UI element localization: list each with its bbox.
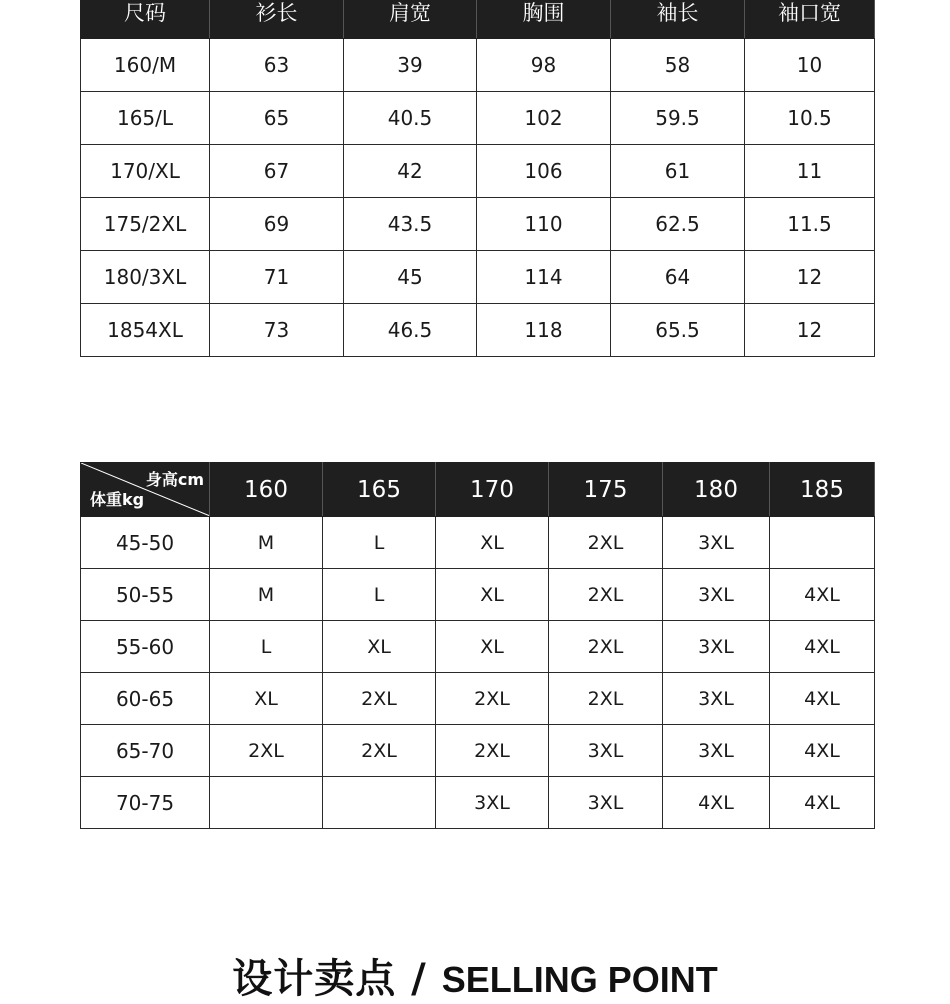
table-cell: 102 [477, 92, 611, 145]
size-cell: 4XL [770, 673, 875, 725]
size-cell [770, 517, 875, 569]
header-height: 170 [436, 463, 549, 517]
weight-cell: 60-65 [81, 673, 210, 725]
table-cell: 11.5 [745, 198, 875, 251]
size-cell: XL [436, 621, 549, 673]
size-cell [323, 777, 436, 829]
table-cell: 65 [210, 92, 344, 145]
table-row [81, 251, 875, 304]
section-title-zh: 设计卖点 [232, 956, 397, 1002]
table-row [81, 673, 875, 725]
header-height: 185 [770, 463, 875, 517]
table-cell: 67 [210, 145, 344, 198]
table-cell: 160/M [81, 39, 210, 92]
size-recommendation-table [80, 462, 875, 829]
table-cell: 12 [745, 251, 875, 304]
size-cell: 2XL [323, 673, 436, 725]
size-cell: 4XL [770, 725, 875, 777]
table-row [81, 777, 875, 829]
size-cell [210, 777, 323, 829]
table-cell: 73 [210, 304, 344, 357]
size-cell: M [210, 569, 323, 621]
table-cell: 11 [745, 145, 875, 198]
table-row [81, 198, 875, 251]
table-cell: 69 [210, 198, 344, 251]
table-cell: 42 [344, 145, 477, 198]
table-cell: 63 [210, 39, 344, 92]
table-cell: 175/2XL [81, 198, 210, 251]
size-cell: 3XL [549, 777, 663, 829]
table-cell: 61 [611, 145, 745, 198]
table-row [81, 92, 875, 145]
header-height: 160 [210, 463, 323, 517]
size-cell: 2XL [210, 725, 323, 777]
table-cell: 40.5 [344, 92, 477, 145]
size-cell: 2XL [436, 725, 549, 777]
header-chest: 胸围 [477, 0, 611, 39]
size-cell: M [210, 517, 323, 569]
size-cell: 3XL [663, 673, 770, 725]
size-cell: L [323, 517, 436, 569]
header-height: 175 [549, 463, 663, 517]
size-table-body [81, 517, 875, 829]
table-cell: 170/XL [81, 145, 210, 198]
table-cell: 65.5 [611, 304, 745, 357]
header-row [81, 463, 875, 517]
header-row [81, 0, 875, 39]
table-cell: 1854XL [81, 304, 210, 357]
table-row [81, 621, 875, 673]
measurement-table-body [81, 39, 875, 357]
weight-cell: 65-70 [81, 725, 210, 777]
size-cell: L [210, 621, 323, 673]
size-cell: 3XL [549, 725, 663, 777]
size-cell: 4XL [770, 569, 875, 621]
size-cell: XL [436, 569, 549, 621]
header-cuff: 袖口宽 [745, 0, 875, 39]
section-title-en: SELLING POINT [441, 959, 718, 1000]
corner-height-label: 身高cm [145, 470, 204, 489]
size-cell: 2XL [549, 673, 663, 725]
size-cell: 2XL [549, 569, 663, 621]
table-cell: 110 [477, 198, 611, 251]
size-cell: 3XL [663, 725, 770, 777]
measurement-table [80, 0, 875, 357]
header-shoulder: 肩宽 [344, 0, 477, 39]
table-cell: 64 [611, 251, 745, 304]
table-cell: 45 [344, 251, 477, 304]
table-row [81, 569, 875, 621]
table-row [81, 145, 875, 198]
table-cell: 12 [745, 304, 875, 357]
size-cell: 3XL [663, 569, 770, 621]
weight-cell: 70-75 [81, 777, 210, 829]
table-cell: 165/L [81, 92, 210, 145]
size-cell: XL [436, 517, 549, 569]
size-cell: 2XL [436, 673, 549, 725]
size-cell: 2XL [549, 517, 663, 569]
weight-cell: 55-60 [81, 621, 210, 673]
table-row [81, 725, 875, 777]
size-cell: 4XL [770, 777, 875, 829]
table-row [81, 517, 875, 569]
table-cell: 58 [611, 39, 745, 92]
weight-cell: 50-55 [81, 569, 210, 621]
table-row [81, 304, 875, 357]
table-cell: 71 [210, 251, 344, 304]
table-cell: 59.5 [611, 92, 745, 145]
size-cell: 4XL [663, 777, 770, 829]
corner-header-cell [81, 463, 210, 517]
header-height: 165 [323, 463, 436, 517]
size-cell: L [323, 569, 436, 621]
table-cell: 39 [344, 39, 477, 92]
table-cell: 180/3XL [81, 251, 210, 304]
size-cell: 2XL [323, 725, 436, 777]
size-cell: XL [210, 673, 323, 725]
header-height: 180 [663, 463, 770, 517]
table-cell: 62.5 [611, 198, 745, 251]
header-size: 尺码 [81, 0, 210, 39]
table-cell: 114 [477, 251, 611, 304]
header-length: 衫长 [210, 0, 344, 39]
section-title-separator: / [396, 956, 442, 1002]
size-table-header [81, 463, 875, 517]
table-cell: 106 [477, 145, 611, 198]
table-cell: 10 [745, 39, 875, 92]
table-cell: 43.5 [344, 198, 477, 251]
size-cell: 4XL [770, 621, 875, 673]
weight-cell: 45-50 [81, 517, 210, 569]
size-cell: XL [323, 621, 436, 673]
table-cell: 118 [477, 304, 611, 357]
size-cell: 3XL [436, 777, 549, 829]
measurement-table-header [81, 0, 875, 39]
table-cell: 46.5 [344, 304, 477, 357]
size-cell: 3XL [663, 517, 770, 569]
header-sleeve: 袖长 [611, 0, 745, 39]
table-cell: 10.5 [745, 92, 875, 145]
size-cell: 3XL [663, 621, 770, 673]
size-cell: 2XL [549, 621, 663, 673]
corner-weight-label: 体重kg [90, 490, 145, 509]
table-cell: 98 [477, 39, 611, 92]
table-row [81, 39, 875, 92]
section-title [0, 947, 950, 1004]
